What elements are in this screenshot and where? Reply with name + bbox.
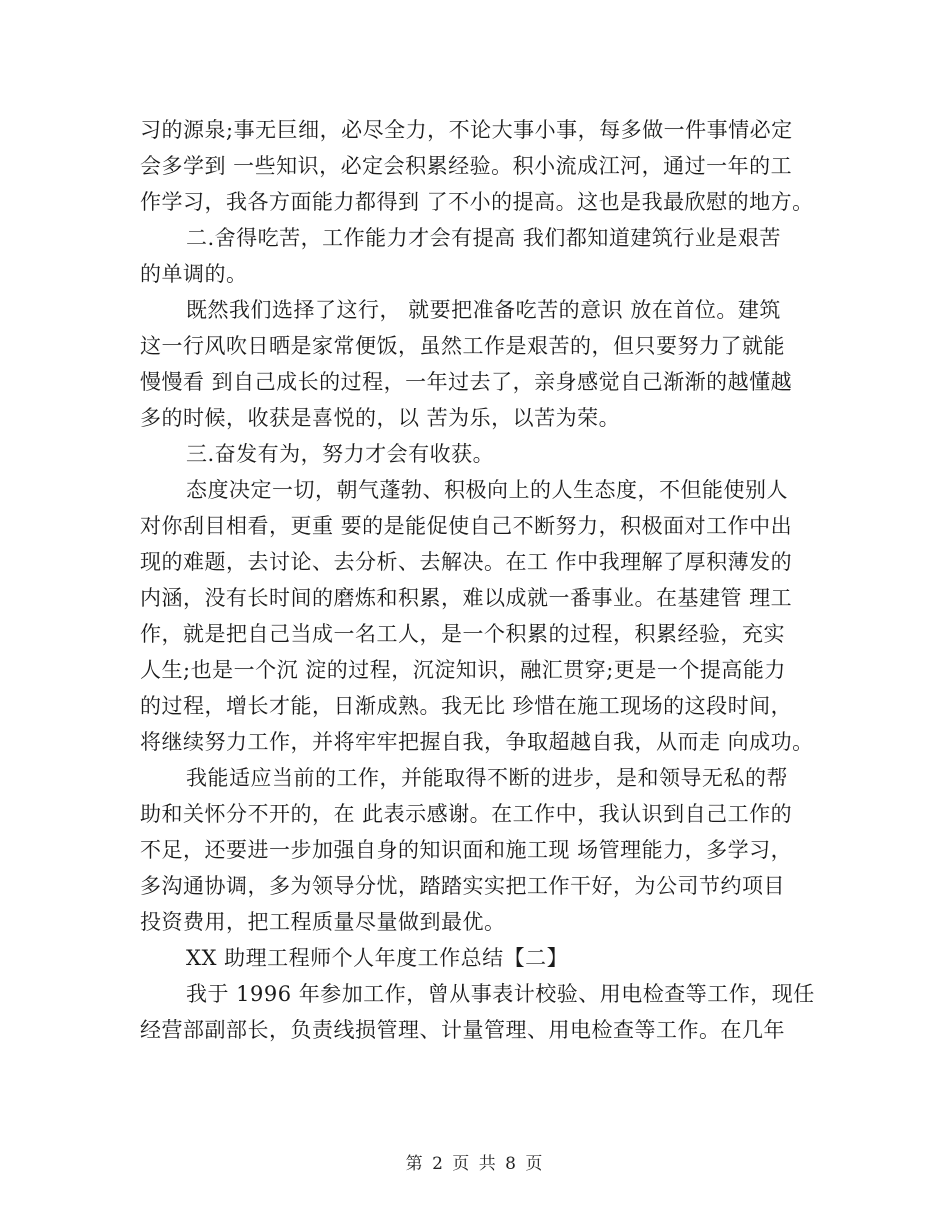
text-line: 态度决定一切，朝气蓬勃、积极向上的人生态度，不但能使别人 — [186, 478, 788, 502]
section-heading: 二.舍得吃苦，工作能力才会有提高 我们都知道建筑行业是艰苦 — [186, 226, 781, 250]
text-line: 多沟通协调，多为领导分忧，踏踏实实把工作干好，为公司节约项目 — [140, 874, 785, 898]
text-line: 这一行风吹日晒是家常便饭，虽然工作是艰苦的，但只要努力了就能 — [140, 334, 785, 358]
text-line: 对你刮目相看，更重 要的是能促使自己不断努力，积极面对工作中出 — [140, 514, 793, 538]
text-line: 内涵，没有长时间的磨炼和积累，难以成就一番事业。在基建管 理工 — [140, 586, 793, 610]
section-title: XX 助理工程师个人年度工作总结【二】 — [186, 946, 569, 970]
section-heading: 三.奋发有为，努力才会有收获。 — [186, 442, 495, 466]
text-line: 慢慢看 到自己成长的过程，一年过去了，亲身感觉自己渐渐的越懂越 — [140, 370, 793, 394]
text-line: 经营部副部长，负责线损管理、计量管理、用电检查等工作。在几年 — [140, 1018, 785, 1042]
text-line: 将继续努力工作，并将牢牢把握自我，争取超越自我，从而走 向成功。 — [140, 730, 814, 754]
text-line: 会多学到 一些知识，必定会积累经验。积小流成江河，通过一年的工 — [140, 154, 793, 178]
text-line: 我于 1996 年参加工作，曾从事表计校验、用电检查等工作，现任 — [186, 982, 815, 1006]
text-line: 不足，还要进一步加强自身的知识面和施工现 场管理能力，多学习， — [140, 838, 793, 862]
text-line: 人生;也是一个沉 淀的过程，沉淀知识，融汇贯穿;更是一个提高能力 — [140, 658, 786, 682]
text-line: 的过程，增长才能，日渐成熟。我无比 珍惜在施工现场的这段时间， — [140, 694, 793, 718]
text-line: 的单调的。 — [140, 262, 248, 286]
page-number: 第 2 页 共 8 页 — [405, 1154, 545, 1174]
text-line: 习的源泉;事无巨细，必尽全力，不论大事小事，每多做一件事情必定 — [140, 118, 793, 142]
text-line: 投资费用，把工程质量尽量做到最优。 — [140, 910, 506, 934]
text-line: 既然我们选择了这行， 就要把准备吃苦的意识 放在首位。建筑 — [186, 298, 781, 322]
text-line: 助和关怀分不开的，在 此表示感谢。在工作中，我认识到自己工作的 — [140, 802, 793, 826]
text-line: 多的时候，收获是喜悦的，以 苦为乐，以苦为荣。 — [140, 406, 621, 430]
text-line: 作，就是把自己当成一名工人，是一个积累的过程，积累经验，充实 — [140, 622, 785, 646]
text-line: 作学习，我各方面能力都得到 了不小的提高。这也是我最欣慰的地方。 — [140, 190, 814, 214]
text-line: 现的难题，去讨论、去分析、去解决。在工 作中我理解了厚积薄发的 — [140, 550, 793, 574]
text-line: 我能适应当前的工作，并能取得不断的进步，是和领导无私的帮 — [186, 766, 788, 790]
